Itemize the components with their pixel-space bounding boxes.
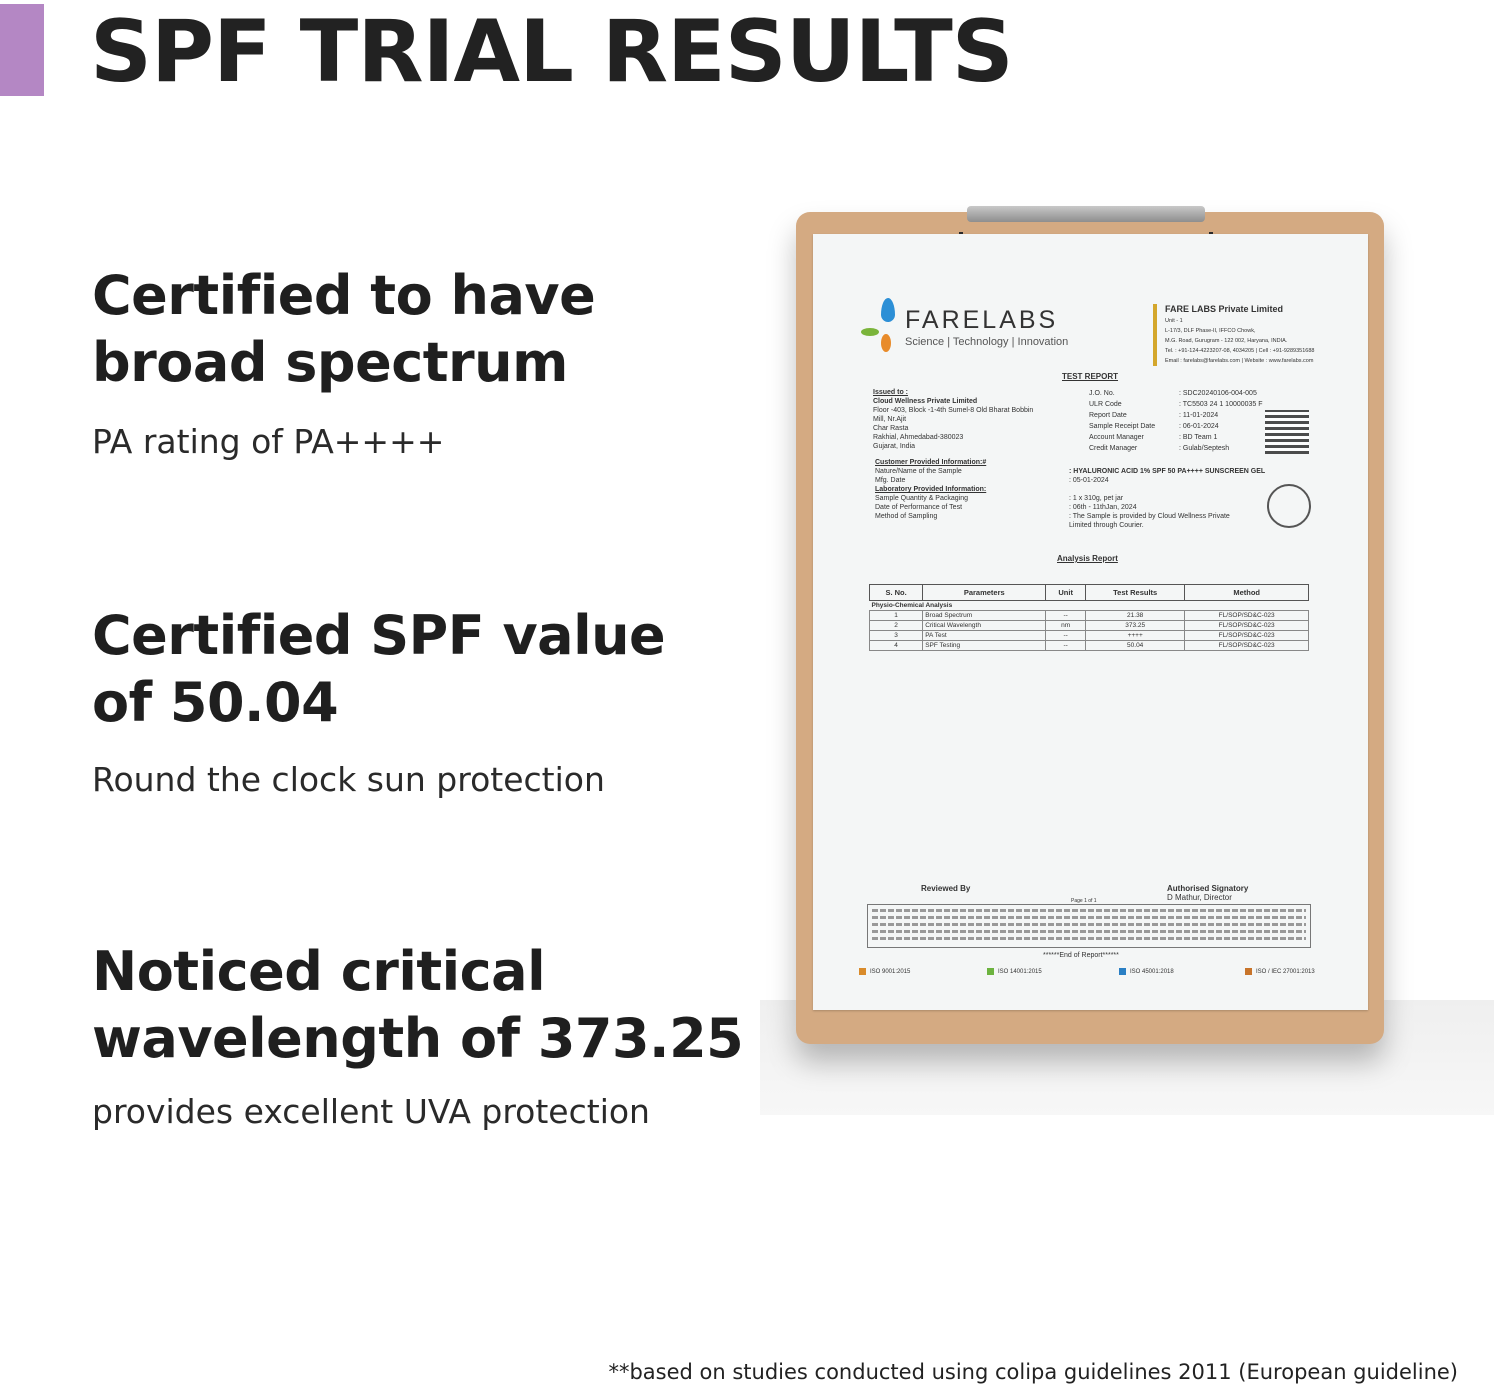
page-number: Page 1 of 1 <box>1071 898 1097 904</box>
test-report-document: FARELABS Science | Technology | Innovation FARE LABS Private Limited Unit - 1 L-17/3, DLF Phase-II, IFFCO Chowk, M.G. Road, Gurugram - 122 002, Haryana, INDIA. Tel. : +91-124-4223207-08, 4034205 | Cell : +91-9289351688 Email : farelabs@farelabs.com | Website : www.farelabs.com TEST REPORT Issued to : Cloud Wellness Private Limited Floor -403, Block -1-4th Sumel-8 Old Bharat Bobbin Mill, Nr.Ajit Char Rasta Rakhial, Ahmedabad-380023 Gujarat, India J.O. No. : SDC20240106-004-005 ULR Code : TC5503 24 1 10000035 F Report Date : 11-01-2024 Sample Receipt Date : 06-01-2024 Account Manager : BD Team 1 Credit Manager : Gulab/Septesh Customer Provided Information:# Nature/Name of the Sample : HYALURONIC ACID 1% SPF 50 PA++++ SUNSCREEN GEL Mfg. Date : 05-01-2024 Laboratory Provided Information: Sample Quantity & Packaging : 1 x 310g, pet jar Date of Performance of Test : 06th - 11thJan, 2024 Method of Sampling : The Sample is provided by Cloud Wellness Private Limited through Courier. Analysis Report S. No. Parameters Unit Test Results Method Physio-Chemical Analysis 1 Broad Spectrum -- 21.38 FL/SOP/SD&C-023 2 Critical Wavelength nm 373.25 FL/SOP/SD&C-023 3 PA Test -- ++++ FL/SOP/SD&C-023 4 SPF Testing -- 50.04 FL/SOP/SD&C-023 Reviewed By Authorised Signatory D Mathur, Director Page 1 of 1 ******End of Report****** ISO 9001:2015 ISO 14001:2015 ISO 45001:2018 ISO / IEC 27001:2013 <box>813 234 1368 1010</box>
end-of-report: ******End of Report****** <box>1043 952 1119 959</box>
results-table: S. No. Parameters Unit Test Results Method Physio-Chemical Analysis 1 Broad Spectrum -- 21.38 FL/SOP/SD&C-023 2 Critical Wavelength nm 373.25 FL/SOP/SD&C-023 3 PA Test -- ++++ FL/SOP/SD&C-023 4 SPF Testing -- 50.04 FL/SOP/SD&C-023 <box>869 584 1309 651</box>
issued-to: Issued to : Cloud Wellness Private Limited Floor -403, Block -1-4th Sumel-8 Old Bharat Bobbin Mill, Nr.Ajit Char Rasta Rakhial, Ahmedabad-380023 Gujarat, India <box>873 389 1034 450</box>
table-row: 4 SPF Testing -- 50.04 FL/SOP/SD&C-023 <box>870 641 1309 651</box>
authorised-signatory: Authorised Signatory D Mathur, Director <box>1167 884 1249 902</box>
analysis-heading: Analysis Report <box>1057 554 1118 563</box>
report-heading: TEST REPORT <box>1062 372 1119 381</box>
iso-badge: ISO 45001:2018 <box>1119 968 1174 975</box>
claim-detail: provides excellent UVA protection <box>92 1092 650 1131</box>
accent-bar <box>0 4 44 96</box>
claim-detail: PA rating of PA++++ <box>92 422 445 461</box>
claim-broad-spectrum <box>92 262 595 461</box>
footnote: **based on studies conducted using colipa guidelines 2011 (European guideline) <box>608 1360 1458 1384</box>
claim-spf-value <box>92 602 665 799</box>
iso-badge: ISO / IEC 27001:2013 <box>1245 968 1315 975</box>
clipboard-image <box>796 212 1384 1044</box>
claim-heading: Noticed critical wavelength of 373.25 <box>92 940 744 1070</box>
report-meta: J.O. No. : SDC20240106-004-005 ULR Code : TC5503 24 1 10000035 F Report Date : 11-01-2024 Sample Receipt Date : 06-01-2024 Account Manager : BD Team 1 Credit Manager : Gulab/Septesh <box>1089 390 1263 452</box>
table-row: 1 Broad Spectrum -- 21.38 FL/SOP/SD&C-023 <box>870 611 1309 621</box>
page-title: SPF TRIAL RESULTS <box>90 2 1013 102</box>
accreditation-seal <box>1267 484 1311 528</box>
claim-critical-wavelength <box>92 938 743 1131</box>
iso-badge: ISO 14001:2015 <box>987 968 1042 975</box>
qr-code <box>1265 410 1309 454</box>
report-notes <box>867 904 1311 948</box>
reviewed-by: Reviewed By <box>921 884 971 893</box>
company-address: FARE LABS Private Limited Unit - 1 L-17/3, DLF Phase-II, IFFCO Chowk, M.G. Road, Gurugram - 122 002, Haryana, INDIA. Tel. : +91-124-4223207-08, 4034205 | Cell : +91-9289351688 Email : farelabs@farelabs.com | Website : www.farelabs.com <box>1153 304 1314 366</box>
claim-heading: Certified SPF value of 50.04 <box>92 604 666 734</box>
claim-detail: Round the clock sun protection <box>92 760 605 799</box>
table-row: 3 PA Test -- ++++ FL/SOP/SD&C-023 <box>870 631 1309 641</box>
claim-heading: Certified to have broad spectrum <box>92 264 596 394</box>
iso-badge: ISO 9001:2015 <box>859 968 910 975</box>
table-row: 2 Critical Wavelength nm 373.25 FL/SOP/SD&C-023 <box>870 621 1309 631</box>
sample-information: Customer Provided Information:# Nature/Name of the Sample : HYALURONIC ACID 1% SPF 50 PA++++ SUNSCREEN GEL Mfg. Date : 05-01-2024 Laboratory Provided Information: Sample Quantity & Packaging : 1 x 310g, pet jar Date of Performance of Test : 06th - 11thJan, 2024 Method of Sampling : The Sample is provided by Cloud Wellness Private Limited through Courier. <box>875 459 1266 529</box>
